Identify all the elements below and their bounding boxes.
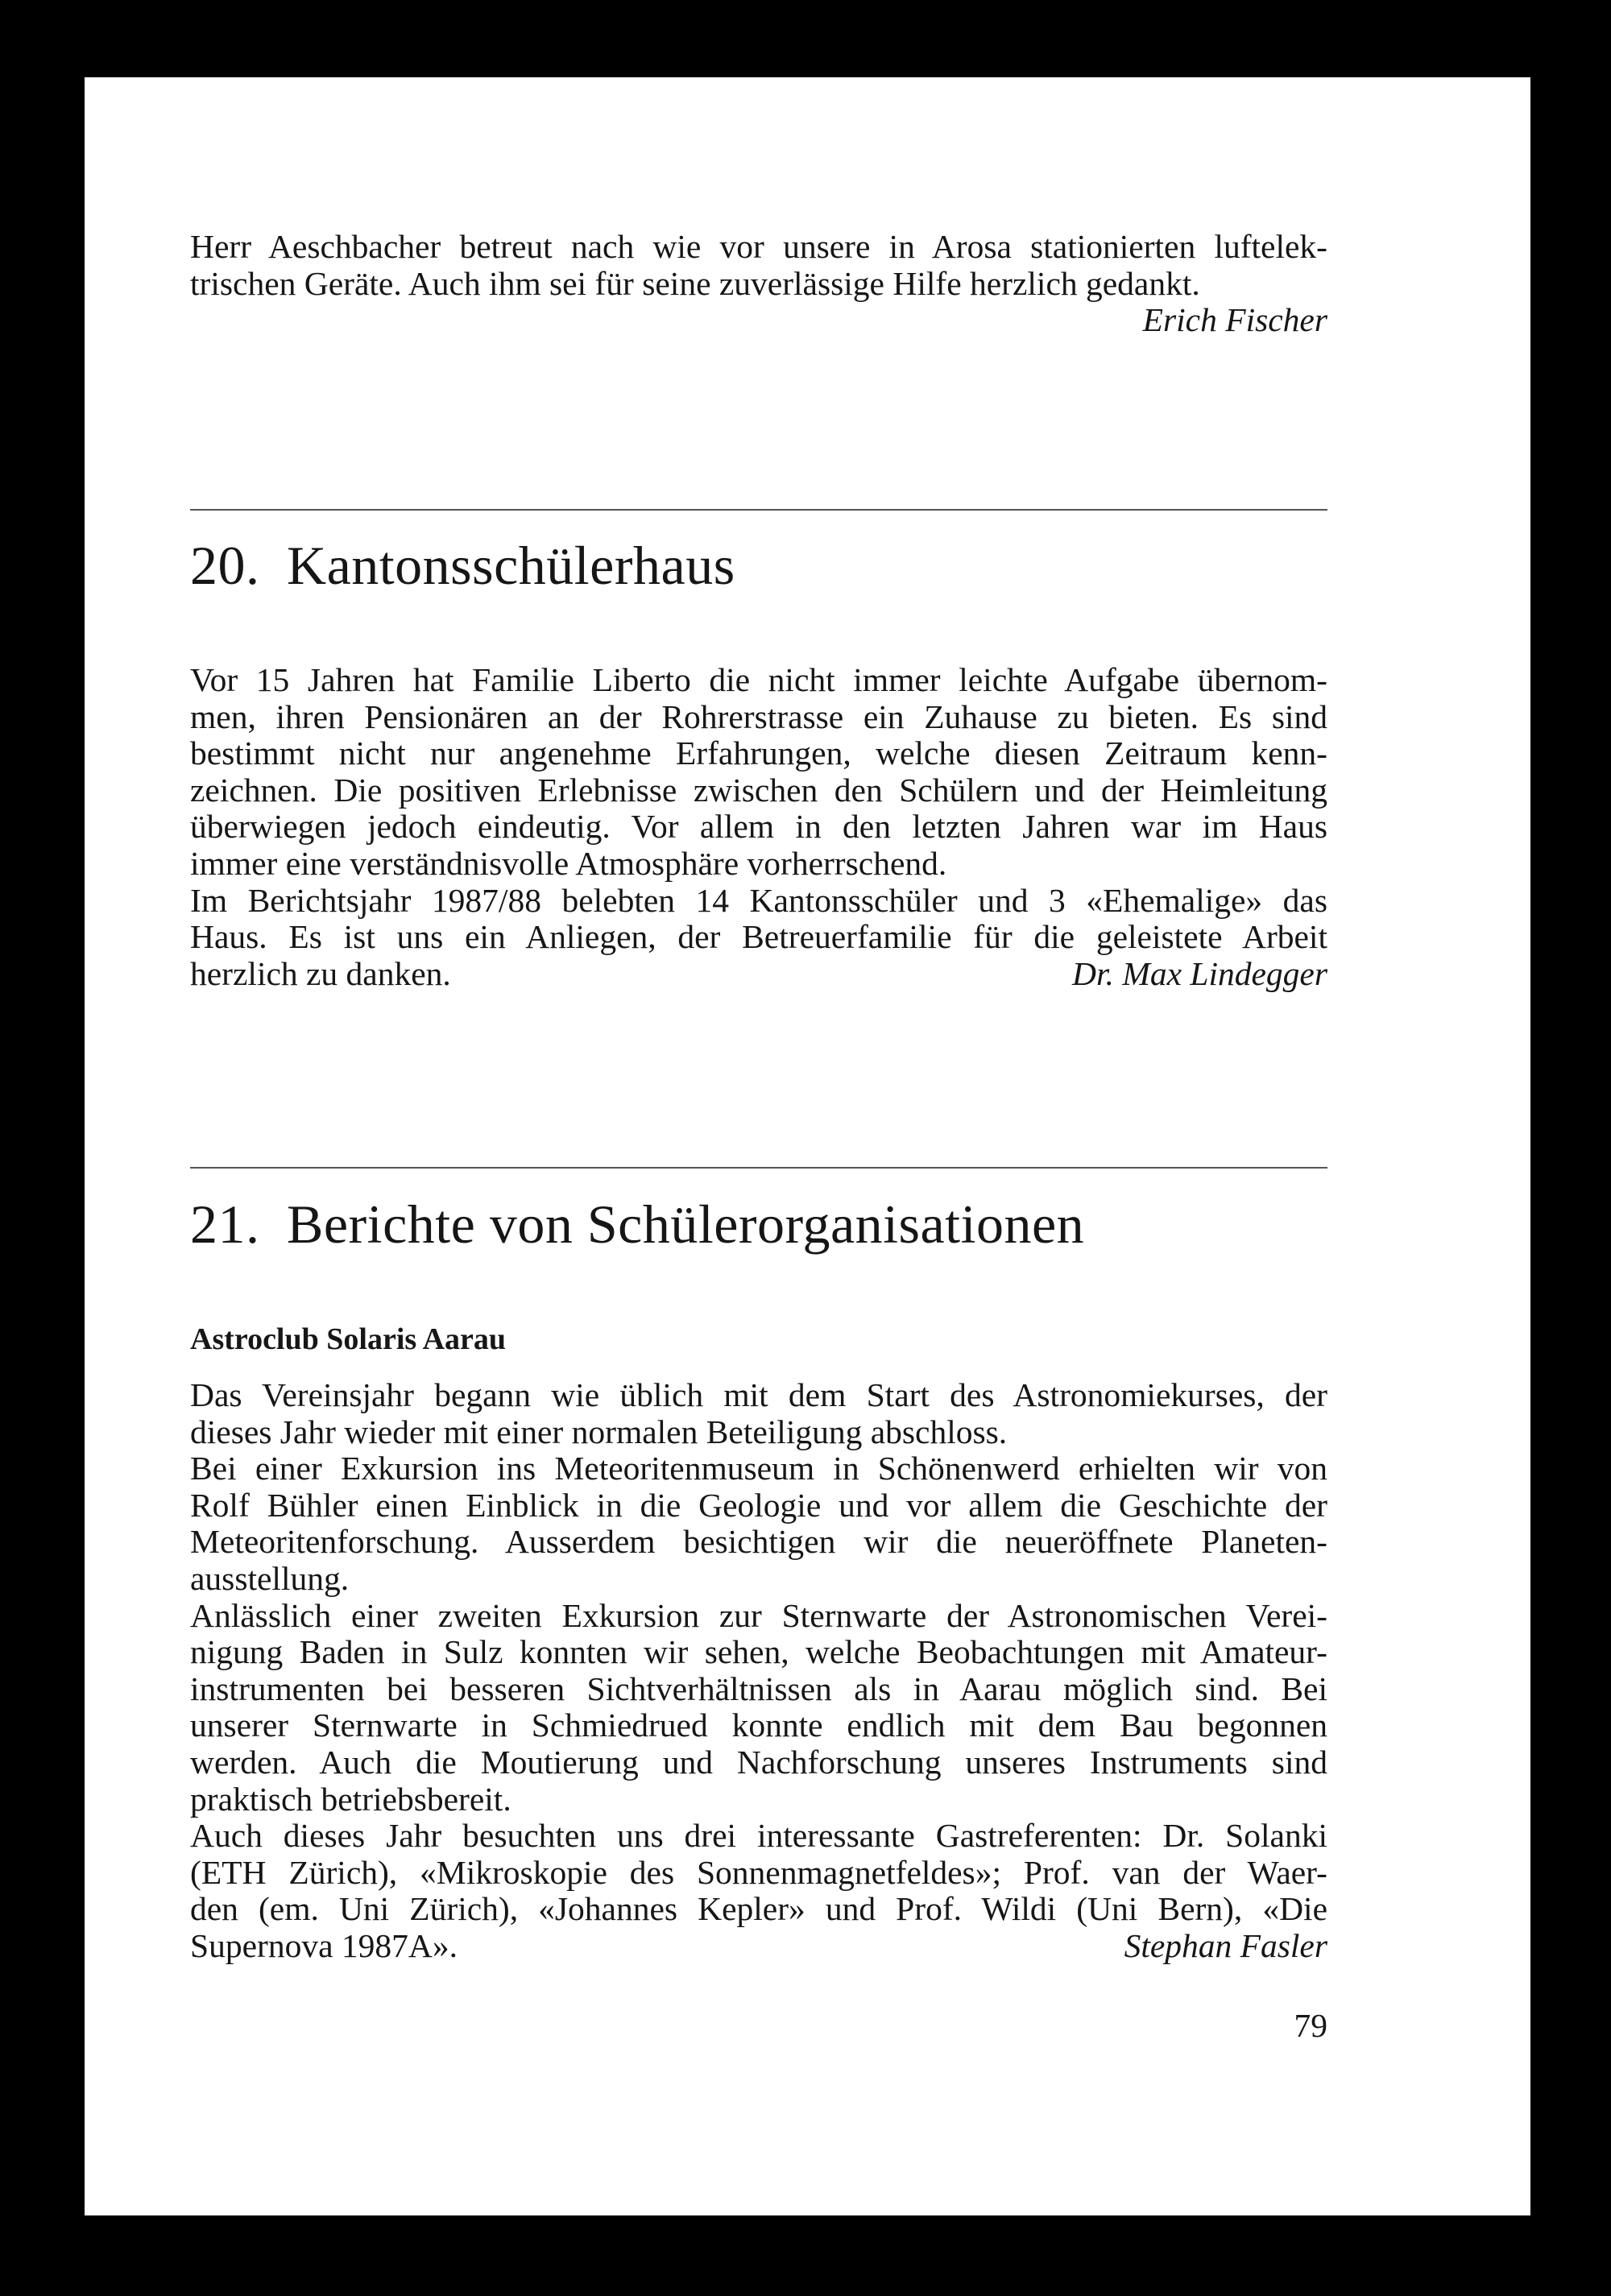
signature: Erich Fischer: [1142, 301, 1327, 339]
section-heading-21: [190, 1192, 1084, 1256]
text-line: herzlich zu danken.: [190, 954, 451, 992]
text-line: bestimmt nicht nur angenehme Erfahrungen, welche diesen Zeitraum kenn-: [190, 734, 1327, 772]
text-line: (ETH Zürich), «Mikroskopie des Sonnenmagnetfeldes»; Prof. van der Waer-: [190, 1853, 1327, 1891]
text-line: Supernova 1987A».: [190, 1926, 458, 1964]
section-20-paragraph: [190, 662, 1327, 992]
text-line: Auch dieses Jahr besuchten uns drei interessante Gastreferenten: Dr. Solanki: [190, 1817, 1327, 1855]
text-line: Anlässlich einer zweiten Exkursion zur Sternwarte der Astronomischen Verei-: [190, 1596, 1327, 1634]
section-divider: [190, 1167, 1327, 1169]
text-line: zeichnen. Die positiven Erlebnisse zwischen den Schülern und der Heimleitung: [190, 771, 1327, 809]
section-heading-20: [190, 533, 735, 598]
section-21-paragraph: [190, 1377, 1327, 1965]
text-line: Bei einer Exkursion ins Meteoritenmuseum in Schönenwerd erhielten wir von: [190, 1450, 1327, 1487]
closing-line: [190, 1928, 1327, 1965]
text-line: werden. Auch die Moutierung und Nachforschung unseres Instruments sind: [190, 1743, 1327, 1781]
subheading: Astroclub Solaris Aarau: [190, 1322, 507, 1356]
text-line: Vor 15 Jahren hat Familie Liberto die nicht immer leichte Aufgabe übernom-: [190, 661, 1327, 698]
text-line: Das Vereinsjahr begann wie üblich mit dem Start des Astronomiekurses, der: [190, 1376, 1327, 1413]
text-line: nigung Baden in Sulz konnten wir sehen, welche Beobachtungen mit Amateur-: [190, 1633, 1327, 1671]
text-line: immer eine verständnisvolle Atmosphäre vorherrschend.: [190, 844, 947, 882]
section-title: Kantonsschülerhaus: [287, 535, 735, 596]
text-line: überwiegen jedoch eindeutig. Vor allem in den letzten Jahren war im Haus: [190, 808, 1327, 846]
text-line: Rolf Bühler einen Einblick in die Geologie und vor allem die Geschichte der: [190, 1486, 1327, 1524]
text-line: Meteoritenforschung. Ausserdem besichtigen wir die neueröffnete Planeten-: [190, 1523, 1327, 1561]
text-line: instrumenten bei besseren Sichtverhältnissen als in Aarau möglich sind. Bei: [190, 1669, 1327, 1707]
closing-line: [190, 956, 1327, 993]
text-line: ausstellung.: [190, 1559, 350, 1597]
section-divider: [190, 509, 1327, 511]
section-number: 20.: [190, 535, 260, 596]
page-number: 79: [1294, 2007, 1327, 2044]
text-line: Herr Aeschbacher betreut nach wie vor unsere in Arosa stationierten luftelek-: [190, 228, 1327, 265]
text-line: den (em. Uni Zürich), «Johannes Kepler» und Prof. Wildi (Uni Bern), «Die: [190, 1890, 1327, 1928]
text-line: men, ihren Pensionären an der Rohrerstrasse ein Zuhause zu bieten. Es sind: [190, 697, 1327, 735]
text-line: Haus. Es ist uns ein Anliegen, der Betreuerfamilie für die geleistete Arbeit: [190, 918, 1327, 956]
signature: Stephan Fasler: [1124, 1926, 1327, 1964]
text-line: unserer Sternwarte in Schmiedrued konnte endlich mit dem Bau begonnen: [190, 1706, 1327, 1744]
text-line: trischen Geräte. Auch ihm sei für seine zuverlässige Hilfe herzlich gedankt.: [190, 264, 1200, 302]
section-title: Berichte von Schülerorganisationen: [287, 1194, 1085, 1255]
text-line: dieses Jahr wieder mit einer normalen Beteiligung abschloss.: [190, 1413, 1008, 1450]
section-number: 21.: [190, 1194, 260, 1255]
document-page: [85, 77, 1530, 2215]
intro-paragraph: [190, 229, 1327, 339]
text-line: Im Berichtsjahr 1987/88 belebten 14 Kantonsschüler und 3 «Ehemalige» das: [190, 881, 1327, 919]
text-line: praktisch betriebsbereit.: [190, 1780, 511, 1818]
signature: Dr. Max Lindegger: [1072, 954, 1327, 992]
